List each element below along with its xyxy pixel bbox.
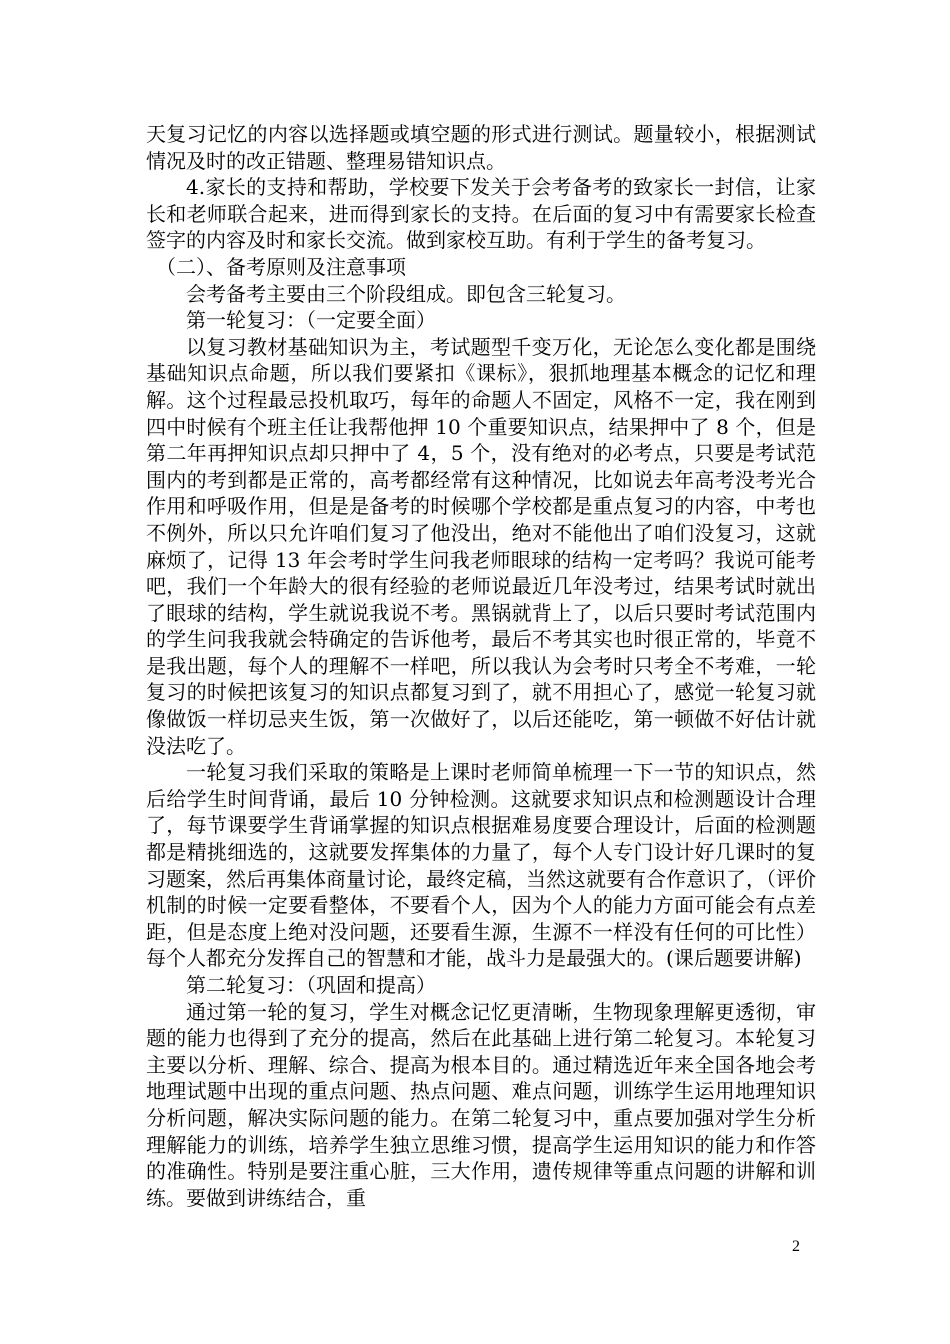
heading-first-round: 第一轮复习：（一定要全面） <box>186 308 436 333</box>
paragraph-three-stages: 会考备考主要由三个阶段组成。即包含三轮复习。 <box>186 281 626 306</box>
document-body <box>146 121 816 1211</box>
paragraph-second-round: 通过第一轮的复习，学生对概念记忆更清晰，生物现象理解更透彻，审题的能力也得到了充分的提高，然后在此基础上进行第二轮复习。本轮复习主要以分析、理解、综合、提高为根本目的。通过精选近年来全国各地会考地理试题中出现的重点问题、热点问题、难点问题，训练学生运用地理知识分析问题，解决实际问题的能力。在第二轮复习中，重点要加强对学生分析理解能力的训练，培养学生独立思维习惯，提高学生运用知识的能力和作答的准确性。特别是要注重心脏，三大作用，遗传规律等重点问题的讲解和训练。要做到讲练结合，重 <box>146 999 816 1210</box>
section-heading-principles: （二）、备考原则及注意事项 <box>156 254 406 279</box>
heading-second-round: 第二轮复习：（巩固和提高） <box>186 973 436 997</box>
page-number: 2 <box>792 1238 800 1255</box>
paragraph-parent-support: 4.家长的支持和帮助，学校要下发关于会考备考的致家长一封信，让家长和老师联合起来，进而得到家长的支持。在后面的复习中有需要家长检查签字的内容及时和家长交流。做到家校互助。有利于学生的备考复习。 <box>146 175 816 253</box>
paragraph-first-round-basics: 以复习教材基础知识为主，考试题型千变万化，无论怎么变化都是围绕基础知识点命题，所以我们要紧扣《课标》，狠抓地理基本概念的记忆和理解。这个过程最忌投机取巧，每年的命题人不固定，风格不一定，我在刚到四中时候有个班主任让我帮他押 10 个重要知识点，结果押中了 8 个，但是第二年再押知识点却只押中了 4，5 个，没有绝对的必考点，只要是考试范围内的考到都是正常的，高考都经常有这种情况，比如说去年高考没考光合作用和呼吸作用，但是是备考的时候哪个学校都是重点复习的内容，中考也不例外，所以只允许咱们复习了他没出，绝对不能他出了咱们没复习，这就麻烦了，记得 13 年会考时学生问我老师眼球的结构一定考吗？我说可能考吧，我们一个年龄大的很有经验的老师说最近几年没考过，结果考试时就出了眼球的结构，学生就说我说不考。黑锅就背上了，以后只要时考试范围内的学生问我我就会特确定的告诉他考，最后不考其实也时很正常的，毕竟不是我出题，每个人的理解不一样吧，所以我认为会考时只考全不考难，一轮复习的时候把该复习的知识点都复习到了，就不用担心了，感觉一轮复习就像做饭一样切忌夹生饭，第一次做好了，以后还能吃，第一顿做不好估计就没法吃了。 <box>146 334 816 758</box>
paragraph-continuation: 天复习记忆的内容以选择题或填空题的形式进行测试。题量较小，根据测试情况及时的改正错题、整理易错知识点。 <box>146 122 816 173</box>
paragraph-first-round-strategy: 一轮复习我们采取的策略是上课时老师简单梳理一下一节的知识点，然后给学生时间背诵，最后 10 分钟检测。这就要求知识点和检测题设计合理了，每节课要学生背诵掌握的知识点根据难易度要合理设计，后面的检测题都是精挑细选的，这就要发挥集体的力量了，每个人专门设计好几课时的复习题案，然后再集体商量讨论，最终定稿，当然这就要有合作意识了，（评价机制的时候一定要看整体，不要看个人，因为个人的能力方面可能会有点差距，但是态度上绝对没问题，还要看生源，生源不一样没有任何的可比性）每个人都充分发挥自己的智慧和才能，战斗力是最强大的。(课后题要讲解) <box>146 760 816 971</box>
